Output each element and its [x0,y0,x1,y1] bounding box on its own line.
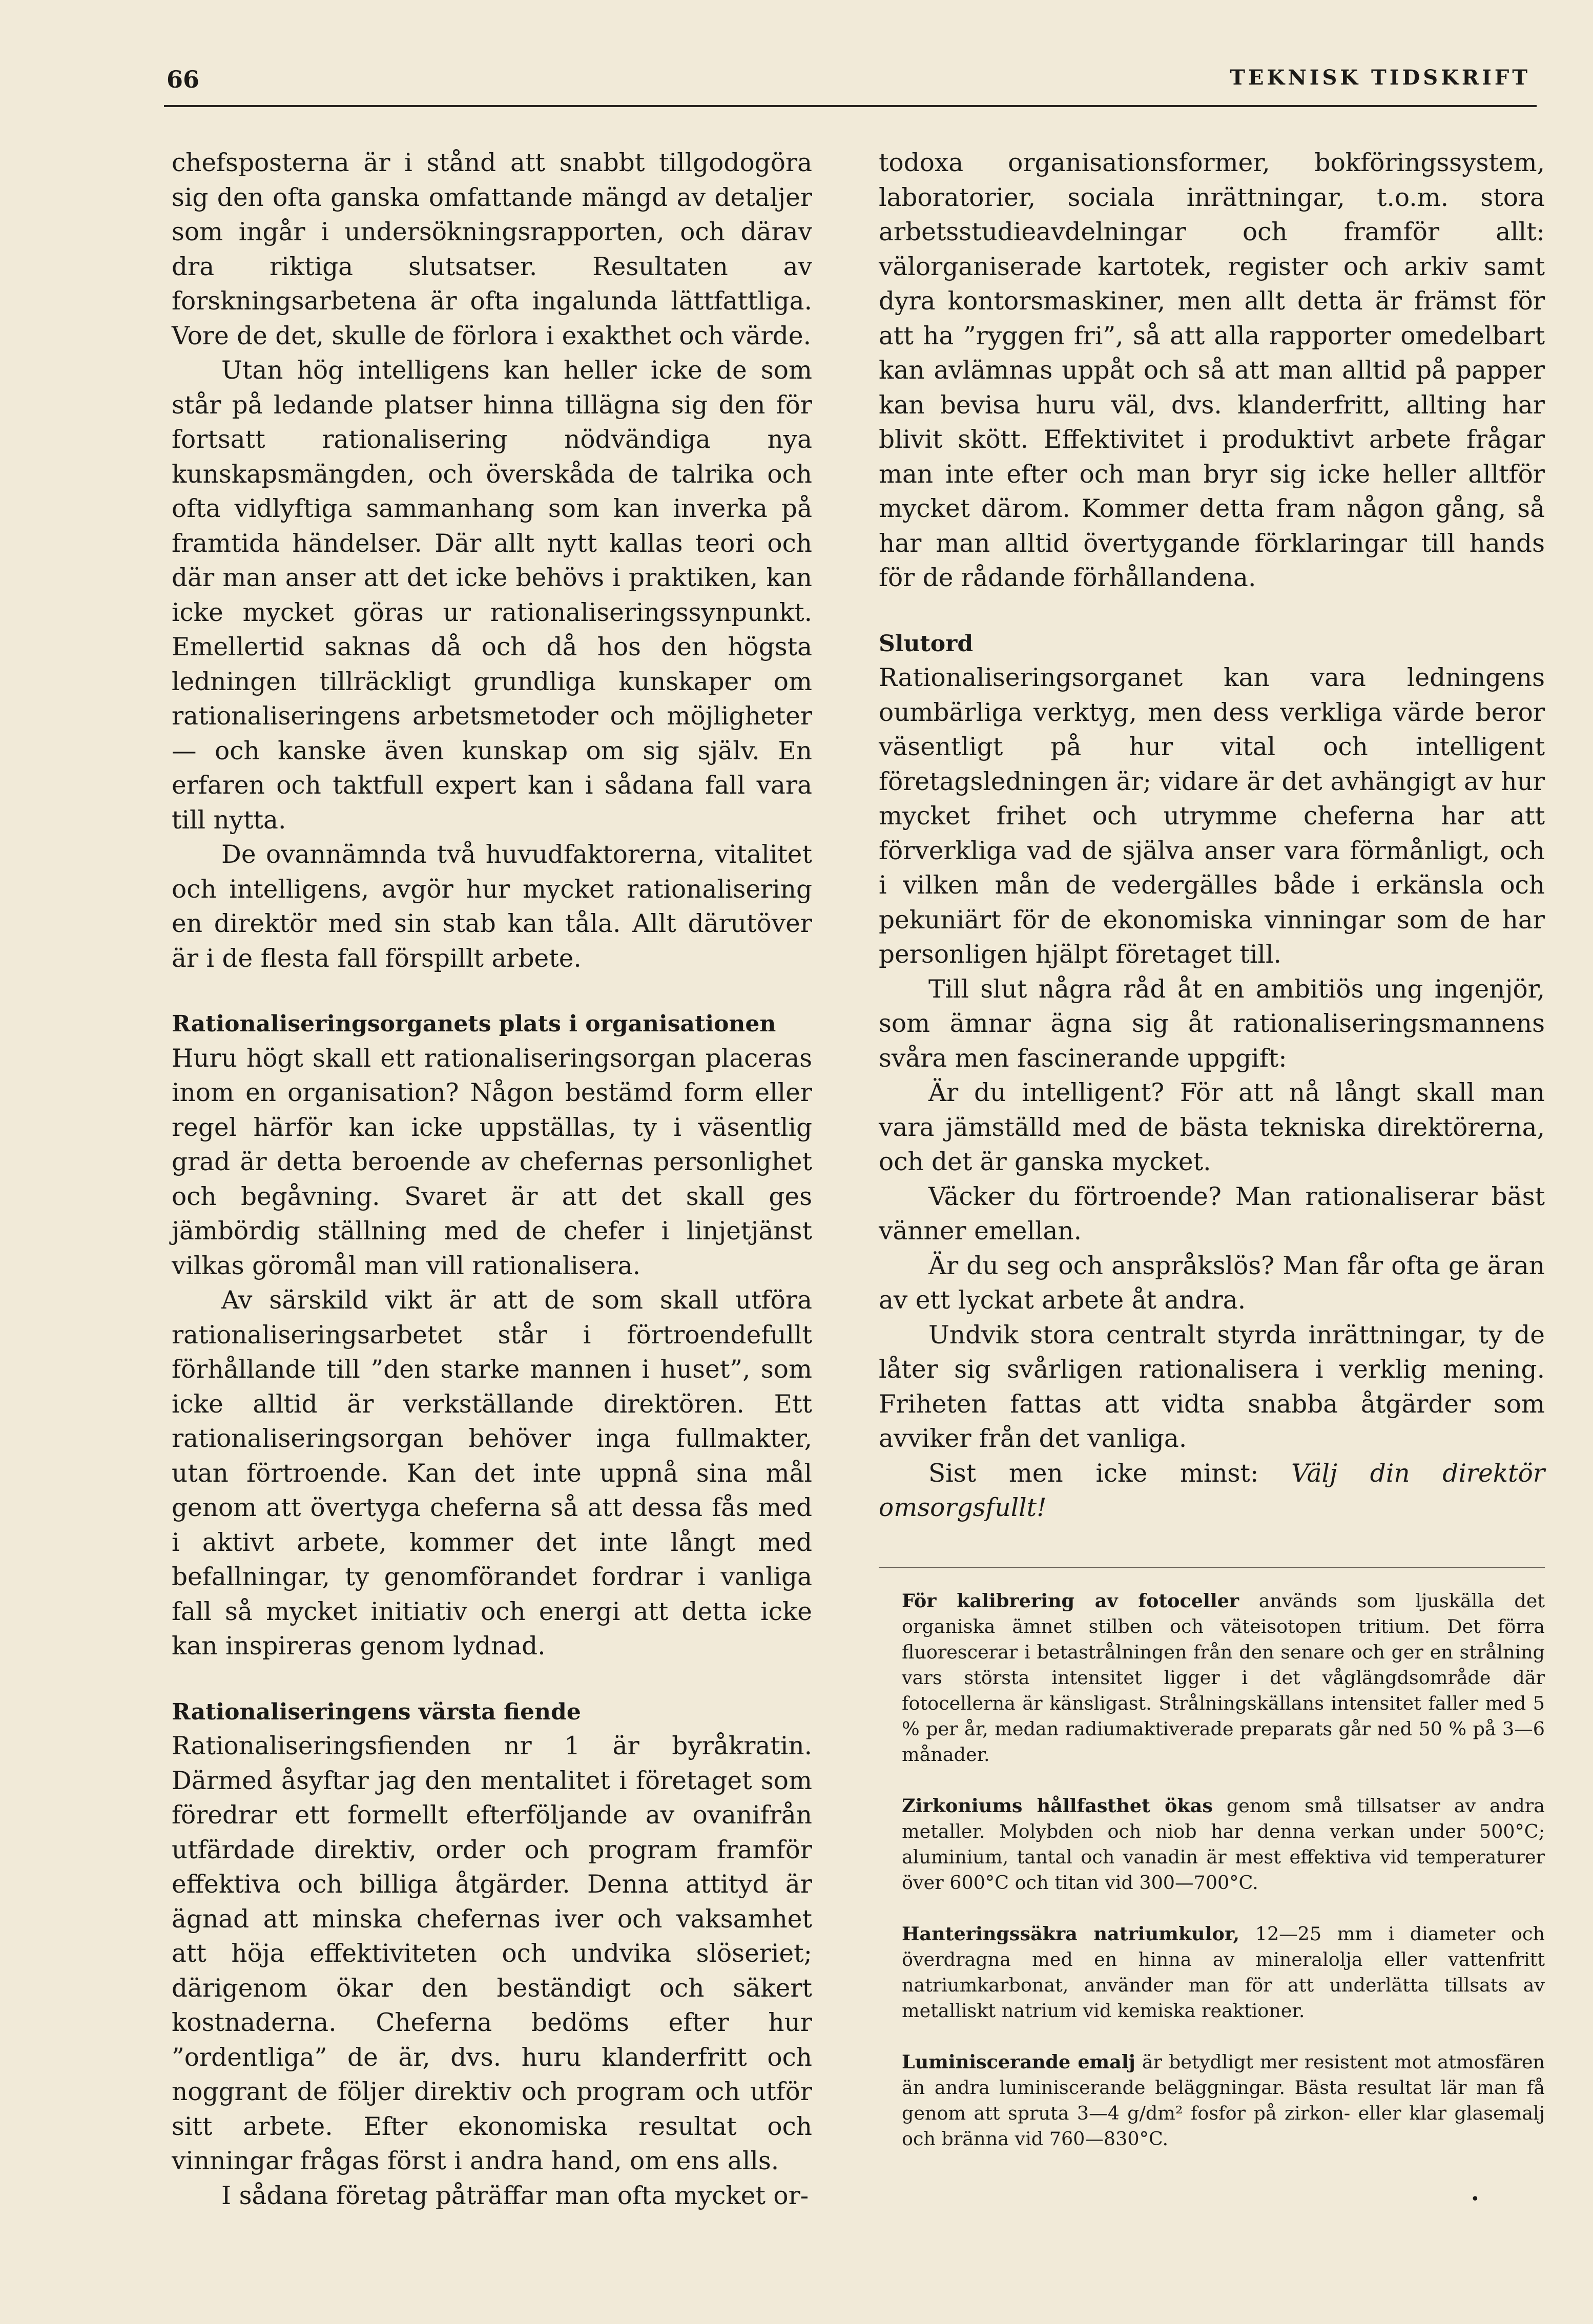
right-paragraph-7: Undvik stora centralt styrda inrättningar, ty de låter sig svårligen rationalisera i verklig mening. Friheten fattas att vidta snabba åtgärder som avviker från det vanliga. [879,1320,1545,1453]
note-fotoceller [902,1588,1545,1768]
section-heading-slutord: Slutord [879,630,974,657]
right-paragraph-1: todoxa organisationsformer, bokföringssystem, laboratorier, sociala inrättningar, t.o.m. stora arbetsstudieavdelningar och framför allt: välorganiserade kartotek, register och arkiv samt dyra kontorsmaskiner, men allt detta är främst för att ha ”ryggen fri”, så att alla rapporter omedelbart kan avlämnas uppåt och så att man alltid på papper kan bevisa huru väl, dvs. klanderfritt, allting har blivit skött. Effektivitet i produktivt arbete frågar man inte efter och man bryr sig icke heller alltför mycket därom. Kommer detta fram någon gång, så har man alltid övertygande förklaringar till hands för de rådande förhållandena. [879,149,1545,592]
journal-title: TEKNISK TIDSKRIFT [1230,66,1530,90]
note-natriumkulor [902,1921,1545,2024]
closing-advice-italic: Välj din direktör omsorgsfullt! [879,1459,1545,1522]
section-heading-organisation: Rationaliseringsorganets plats i organisationen [172,1011,776,1037]
notes-divider [879,1567,1545,1568]
left-column [172,146,812,2213]
right-paragraph-6: Är du seg och anspråkslös? Man får ofta ge äran av ett lyckat arbete åt andra. [879,1251,1545,1315]
right-paragraph-4: Är du intelligent? För att nå långt skall man vara jämställd med de bästa tekniska direktörerna, och det är ganska mycket. [879,1078,1545,1176]
left-paragraph-3: De ovannämnda två huvudfaktorerna, vitalitet och intelligens, avgör hur mycket rationalisering en direktör med sin stab kan tåla. Allt därutöver är i de flesta fall förspillt arbete. [172,840,812,973]
left-paragraph-2: Utan hög intelligens kan heller icke de som står på ledande platser hinna tillägna sig den för fortsatt rationalisering nödvändiga nya kunskapsmängden, och överskåda de talrika och ofta vidlyftiga sammanhang som kan inverka på framtida händelser. Där allt nytt kallas teori och där man anser att det icke behövs i praktiken, kan icke mycket göras ur rationaliseringssynpunkt. Emellertid saknas då och då hos den högsta ledningen tillräckligt grundliga kunskaper om rationaliseringens arbetsmetoder och möjligheter — och kanske även kunskap om sig själv. En erfaren och taktfull expert kan i sådana fall vara till nytta. [172,356,812,835]
news-notes [902,1588,1545,2177]
closing-advice-lead: Sist men icke minst: [928,1459,1292,1488]
left-paragraph-5: Av särskild vikt är att de som skall utföra rationaliseringsarbetet står i förtroendefullt förhållande till ”den starke mannen i huset”, som icke alltid är verkställande direktören. Ett rationaliseringsorgan behöver inga fullmakter, utan förtroende. Kan det inte uppnå sina mål genom att övertyga cheferna så att dessa fås med i aktivt arbete, kommer det inte långt med befallningar, ty genomförandet fordrar i vanliga fall så mycket initiativ och energi att detta icke kan inspireras genom lydnad. [172,1286,812,1661]
right-paragraph-3: Till slut några råd åt en ambitiös ung ingenjör, som ämnar ägna sig åt rationaliseringsmannens svåra men fascinerande uppgift: [879,974,1545,1073]
note-text: är betydligt mer resistent mot atmosfären än andra luminiscerande beläggningar. Bästa resultat lär man få genom att spruta 3—4 g/dm² fosfor på zirkon- eller klar glasemalj och bränna vid 760—830°C. [902,2051,1545,2150]
note-emalj [902,2049,1545,2152]
right-paragraph-2: Rationaliseringsorganet kan vara ledningens oumbärliga verktyg, men dess verkliga värde beror väsentligt på hur vital och intelligent företagsledningen är; vidare är det avhängigt av hur mycket frihet och utrymme cheferna har att förverkliga vad de själva anser vara förmånligt, och i vilken mån de vedergälles både i erkänsla och pekuniärt för de ekonomiska vinningar som de har personligen hjälpt företaget till. [879,663,1545,969]
note-lead: Hanteringssäkra natriumkulor, [902,1923,1240,1945]
note-lead: För kalibrering av fotoceller [902,1590,1239,1612]
note-text: 12—25 mm i diameter och överdragna med en hinna av mineralolja eller vattenfritt natriumkarbonat, använder man för att underlätta tillsats av metalliskt natrium vid kemiska reaktioner. [902,1923,1545,2022]
note-lead: Zirkoniums hållfasthet ökas [902,1795,1213,1817]
right-paragraph-8 [879,1457,1545,1526]
note-zirkonium [902,1793,1545,1896]
left-paragraph-6: Rationaliseringsfienden nr 1 är byråkratin. Därmed åsyftar jag den mentalitet i företaget som föredrar ett formellt efterföljande av ovanifrån utfärdade direktiv, order och program framför effektiva och billiga åtgärder. Denna attityd är ägnad att minska chefernas iver och vaksamhet att höja effektiviteten och undvika slöseriet; därigenom ökar den beständigt och säkert kostnaderna. Cheferna bedöms efter hur ”ordentliga” de är, dvs. huru klanderfritt och noggrant de följer direktiv och program och utför sitt arbete. Efter ekonomiska resultat och vinningar frågas först i andra hand, om ens alls. [172,1732,812,2175]
left-paragraph-1: chefsposterna är i stånd att snabbt tillgodogöra sig den ofta ganska omfattande mängd av detaljer som ingår i undersökningsrapporten, och därav dra riktiga slutsatser. Resultaten av forskningsarbetena är ofta ingalunda lättfattliga. Vore de det, skulle de förlora i exakthet och värde. [172,149,812,350]
end-mark: • [1471,2190,1480,2208]
section-heading-fiende: Rationaliseringens värsta fiende [172,1698,581,1725]
note-text: används som ljuskälla det organiska ämnet stilben och väteisotopen tritium. Det förra fluorescerar i betastrålningen från den senare och ger en strålning vars största intensitet ligger i det våglängdsområde där fotocellerna är känsligast. Strålningskällans intensitet faller med 5 % per år, medan radiumaktiverade preparats går ned 50 % på 3—6 månader. [902,1590,1545,1766]
note-lead: Luminiscerande emalj [902,2051,1135,2073]
note-text: genom små tillsatser av andra metaller. Molybden och niob har denna verkan under 500°C; aluminium, tantal och vanadin är mest effektiva vid temperaturer över 600°C och titan vid 300—700°C. [902,1795,1545,1894]
header-rule [164,105,1537,107]
left-paragraph-4: Huru högt skall ett rationaliseringsorgan placeras inom en organisation? Någon bestämd form eller regel härför kan icke uppställas, ty i väsentlig grad är detta beroende av chefernas personlighet och begåvning. Svaret är att det skall ges jämbördig ställning med de chefer i linjetjänst vilkas göromål man vill rationalisera. [172,1044,812,1280]
page-number: 66 [167,66,200,93]
right-paragraph-5: Väcker du förtroende? Man rationaliserar bäst vänner emellan. [879,1182,1545,1246]
left-paragraph-7: I sådana företag påträffar man ofta mycket or- [221,2181,809,2210]
right-column [879,146,1545,1526]
